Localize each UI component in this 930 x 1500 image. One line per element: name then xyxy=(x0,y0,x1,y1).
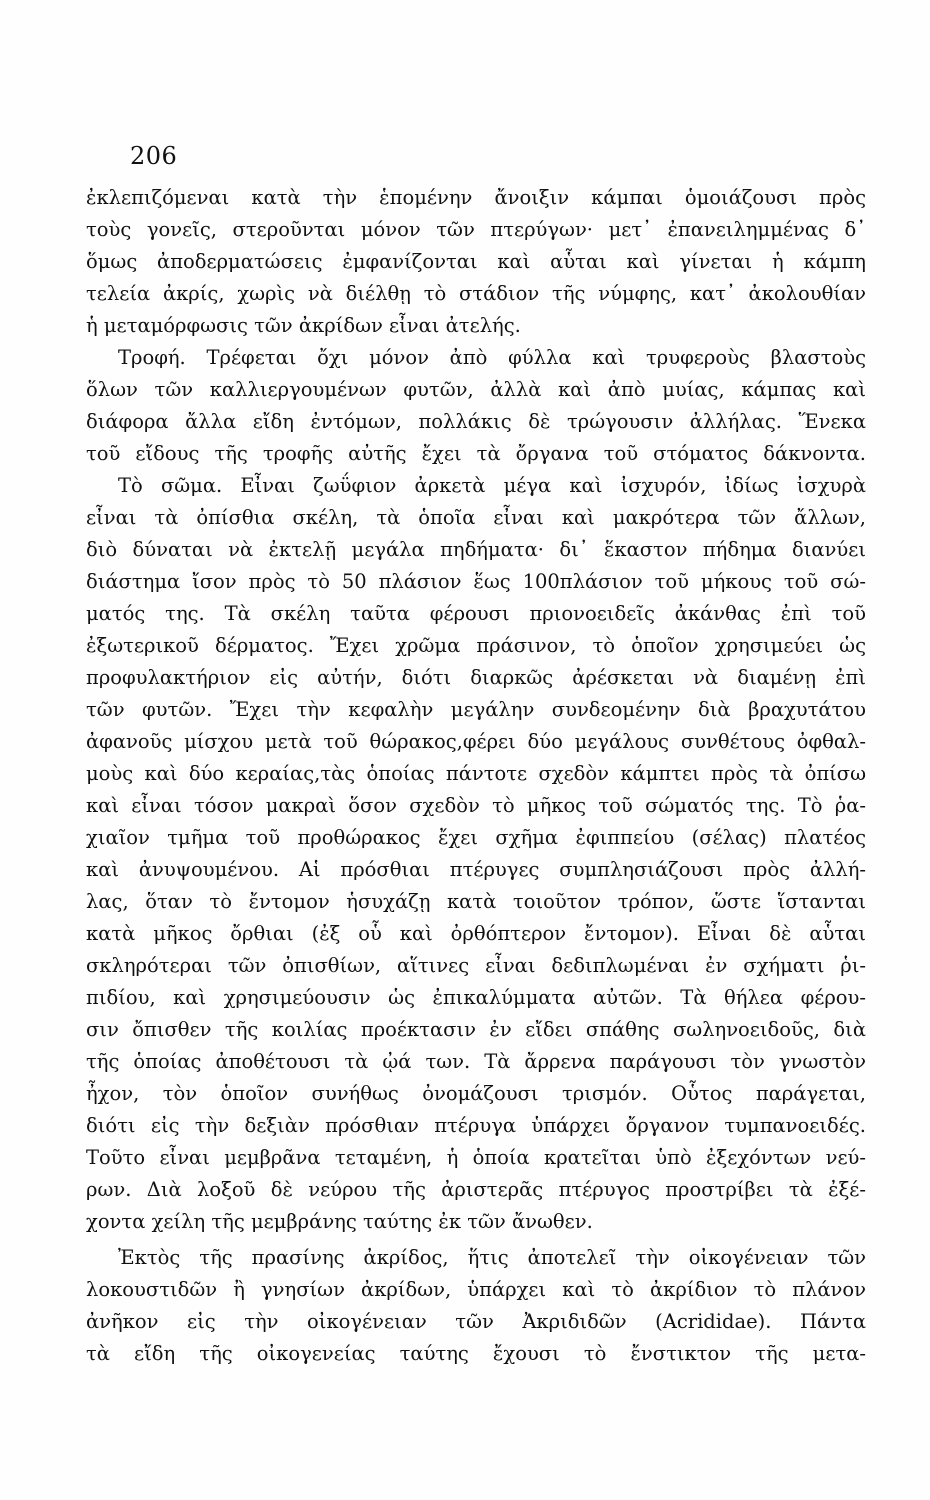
body-text xyxy=(86,182,866,1370)
text-line: ἀφανοῦς μίσχου μετὰ τοῦ θώρακος,φέρει δύο μεγάλους συνθέτους ὀφθαλ- xyxy=(86,730,866,753)
text-line: ὅλων τῶν καλλιεργουμένων φυτῶν, ἀλλὰ καὶ ἀπὸ μυίας, κάμπας καὶ xyxy=(86,378,866,401)
text-line: διότι εἰς τὴν δεξιὰν πρόσθιαν πτέρυγα ὑπάρχει ὄργανον τυμπανοειδές. xyxy=(86,1114,866,1137)
text-line: τὰ εἴδη τῆς οἰκογενείας ταύτης ἔχουσι τὸ ἔνστικτον τῆς μετα- xyxy=(86,1342,866,1365)
text-line: Ἐκτὸς τῆς πρασίνης ἀκρίδος, ἥτις ἀποτελεῖ τὴν οἰκογένειαν τῶν xyxy=(118,1246,866,1269)
text-line: τῶν φυτῶν. Ἔχει τὴν κεφαλὴν μεγάλην συνδεομένην διὰ βραχυτάτου xyxy=(86,698,866,721)
text-line: ἦχον, τὸν ὁποῖον συνήθως ὀνομάζουσι τρισμόν. Οὗτος παράγεται, xyxy=(86,1082,866,1105)
text-line: προφυλακτήριον εἰς αὐτήν, διότι διαρκῶς ἀρέσκεται νὰ διαμένῃ ἐπὶ xyxy=(86,666,866,689)
text-line: ρων. Διὰ λοξοῦ δὲ νεύρου τῆς ἀριστερᾶς πτέρυγος προστρίβει τὰ ἐξέ- xyxy=(86,1178,866,1201)
text-line: διάστημα ἴσον πρὸς τὸ 50 πλάσιον ἕως 100πλάσιον τοῦ μήκους τοῦ σώ- xyxy=(86,570,866,593)
text-line: χοντα χείλη τῆς μεμβράνης ταύτης ἐκ τῶν ἄνωθεν. xyxy=(86,1210,593,1233)
text-line: πιδίου, καὶ χρησιμεύουσιν ὡς ἐπικαλύμματα αὐτῶν. Τὰ θήλεα φέρου- xyxy=(86,986,866,1009)
text-line: διὸ δύναται νὰ ἐκτελῇ μεγάλα πηδήματα· δι᾽ ἕκαστον πήδημα διανύει xyxy=(86,538,866,561)
text-line: κατὰ μῆκος ὄρθιαι (ἐξ οὗ καὶ ὀρθόπτερον ἔντομον). Εἶναι δὲ αὗται xyxy=(86,922,866,945)
text-line: τῆς ὁποίας ἀποθέτουσι τὰ ᾠά των. Τὰ ἄρρενα παράγουσι τὸν γνωστὸν xyxy=(86,1050,866,1073)
text-line: καὶ εἶναι τόσον μακραὶ ὅσον σχεδὸν τὸ μῆκος τοῦ σώματός της. Τὸ ῥα- xyxy=(86,794,866,817)
section-heading-line: Τὸ σῶμα. Εἶναι ζωΰφιον ἀρκετὰ μέγα καὶ ἰσχυρόν, ἰδίως ἰσχυρὰ xyxy=(118,474,866,497)
text-line: σκληρότεραι τῶν ὀπισθίων, αἵτινες εἶναι δεδιπλωμέναι ἐν σχήματι ῥι- xyxy=(86,954,866,977)
text-line: λας, ὅταν τὸ ἔντομον ἡσυχάζῃ κατὰ τοιοῦτον τρόπον, ὥστε ἵστανται xyxy=(86,890,866,913)
text-line: σιν ὄπισθεν τῆς κοιλίας προέκτασιν ἐν εἴδει σπάθης σωληνοειδοῦς, διὰ xyxy=(86,1018,866,1041)
text-line: τελεία ἀκρίς, χωρὶς νὰ διέλθῃ τὸ στάδιον τῆς νύμφης, κατ᾽ ἀκολουθίαν xyxy=(86,282,866,305)
text-line: ματός της. Τὰ σκέλη ταῦτα φέρουσι πριονοειδεῖς ἀκάνθας ἐπὶ τοῦ xyxy=(86,602,866,625)
text-line: ἀνῆκον εἰς τὴν οἰκογένειαν τῶν Ἀκριδιδῶν (Acrididae). Πάντα xyxy=(86,1310,866,1333)
section-heading-line: Τροφή. Τρέφεται ὄχι μόνον ἀπὸ φύλλα καὶ τρυφεροὺς βλαστοὺς xyxy=(118,346,866,369)
text-line: ὅμως ἀποδερματώσεις ἐμφανίζονται καὶ αὗται καὶ γίνεται ἡ κάμπη xyxy=(86,250,866,273)
text-line: χιαῖον τμῆμα τοῦ προθώρακος ἔχει σχῆμα ἐφιππείου (σέλας) πλατέος xyxy=(86,826,866,849)
text-line: Τοῦτο εἶναι μεμβρᾶνα τεταμένη, ἡ ὁποία κρατεῖται ὑπὸ ἐξεχόντων νεύ- xyxy=(86,1146,866,1169)
text-line: μοὺς καὶ δύο κεραίας,τὰς ὁποίας πάντοτε σχεδὸν κάμπτει πρὸς τὰ ὀπίσω xyxy=(86,762,866,785)
text-line: ἐξωτερικοῦ δέρματος. Ἔχει χρῶμα πράσινον, τὸ ὁποῖον χρησιμεύει ὡς xyxy=(86,634,866,657)
text-line: διάφορα ἄλλα εἴδη ἐντόμων, πολλάκις δὲ τρώγουσιν ἀλλήλας. Ἕνεκα xyxy=(86,410,866,433)
text-line: τοῦ εἴδους τῆς τροφῆς αὐτῆς ἔχει τὰ ὄργανα τοῦ στόματος δάκνοντα. xyxy=(86,442,866,465)
text-line: τοὺς γονεῖς, στεροῦνται μόνον τῶν πτερύγων· μετ᾽ ἐπανειλημμένας δ᾽ xyxy=(86,218,866,241)
text-line: λοκουστιδῶν ἢ γνησίων ἀκρίδων, ὑπάρχει καὶ τὸ ἀκρίδιον τὸ πλάνον xyxy=(86,1278,866,1301)
page-number: 206 xyxy=(130,142,178,170)
text-line: ἡ μεταμόρφωσις τῶν ἀκρίδων εἶναι ἀτελής. xyxy=(86,314,521,337)
text-line: εἶναι τὰ ὀπίσθια σκέλη, τὰ ὁποῖα εἶναι καὶ μακρότερα τῶν ἄλλων, xyxy=(86,506,866,529)
text-line: ἐκλεπιζόμεναι κατὰ τὴν ἑπομένην ἄνοιξιν κάμπαι ὁμοιάζουσι πρὸς xyxy=(86,186,866,209)
text-line: καὶ ἀνυψουμένου. Αἱ πρόσθιαι πτέρυγες συμπλησιάζουσι πρὸς ἀλλή- xyxy=(86,858,866,881)
